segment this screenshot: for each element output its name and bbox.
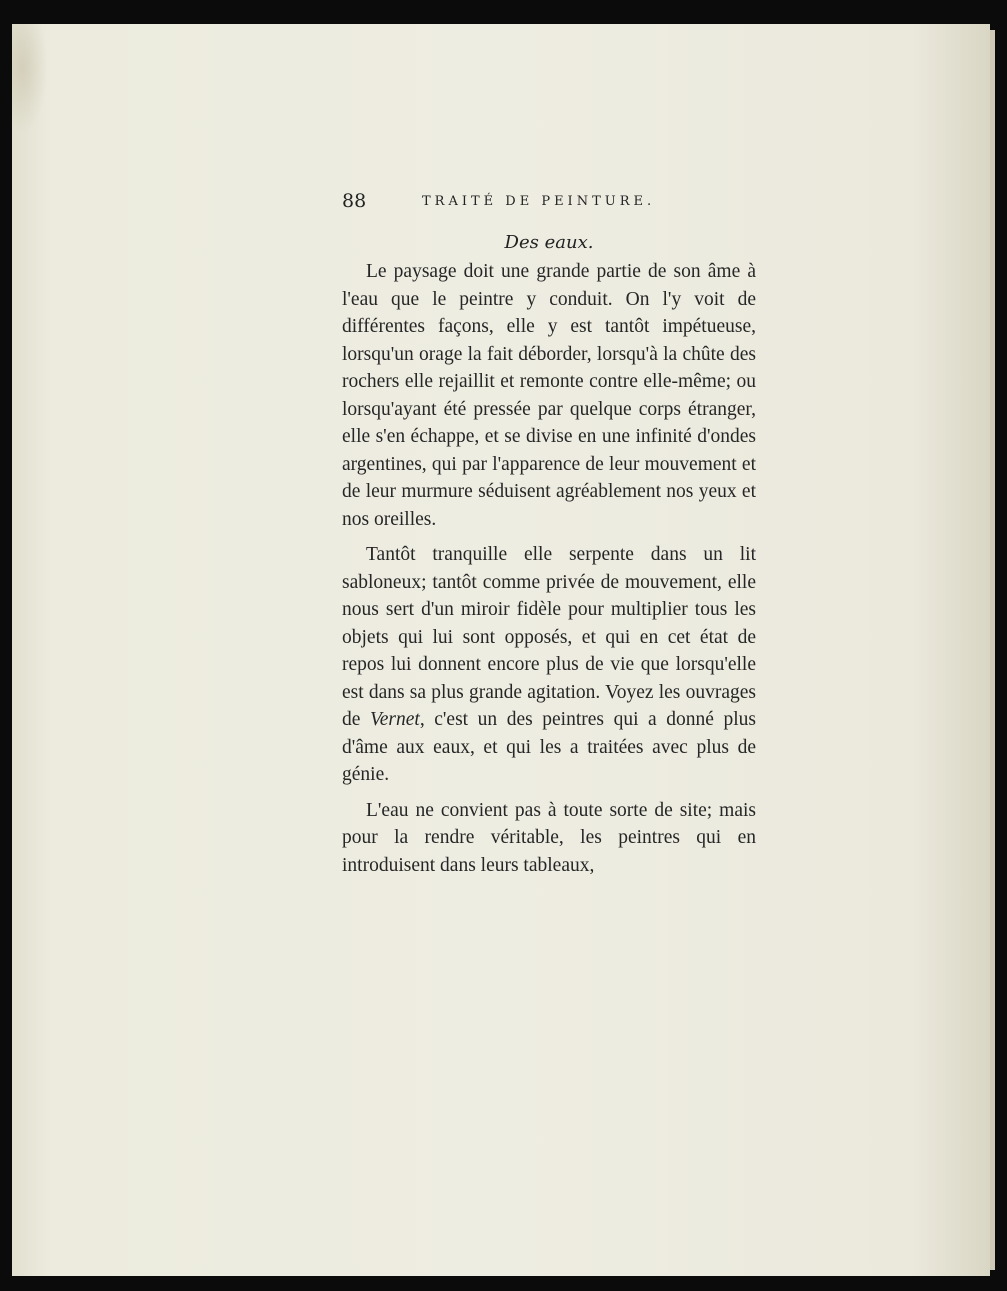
paragraph-2 [342, 541, 756, 789]
running-title: TRAITÉ DE PEINTURE. [422, 194, 656, 209]
paper-stain [12, 24, 48, 134]
page-edge [990, 30, 995, 1270]
page-header [342, 190, 762, 214]
paragraph-1: Le paysage doit une grande partie de son âme à l'eau que le peintre y conduit. On l'y voit de différentes façons, elle y est tantôt impétueuse, lorsqu'un orage la fait déborder, lorsqu'à la chûte des rochers elle rejaillit et remonte contre elle-même; ou lorsqu'ayant été pressée par quelque corps étranger, elle s'en échappe, et se divise en une infinité d'ondes argentines, qui par l'apparence de leur mouvement et de leur murmure séduisent agréablement nos yeux et nos oreilles. [342, 261, 756, 530]
paragraph-3: L'eau ne convient pas à toute sorte de site; mais pour la rendre véritable, les peintres qui en introduisent dans leurs tableaux, [342, 799, 756, 876]
section-title: Des eaux. [504, 232, 594, 253]
paragraph-2-text-before: Tantôt tranquille elle serpente dans un lit sabloneux; tantôt comme privée de mouvement, elle nous sert d'un miroir fidèle pour multiplier tous les objets qui lui sont opposés, et qui en cet état de repos lui donnent encore plus de vie que lorsqu'elle est dans sa plus grande agitation. Voyez les ouvrages de [342, 544, 756, 730]
page-number: 88 [342, 190, 367, 212]
artist-name: Vernet [369, 709, 420, 730]
body-text [342, 258, 756, 887]
paragraph-2-text-after: , c'est un des peintres qui a donné plus d'âme aux eaux, et qui les a traitées avec plus de génie. [342, 709, 757, 785]
